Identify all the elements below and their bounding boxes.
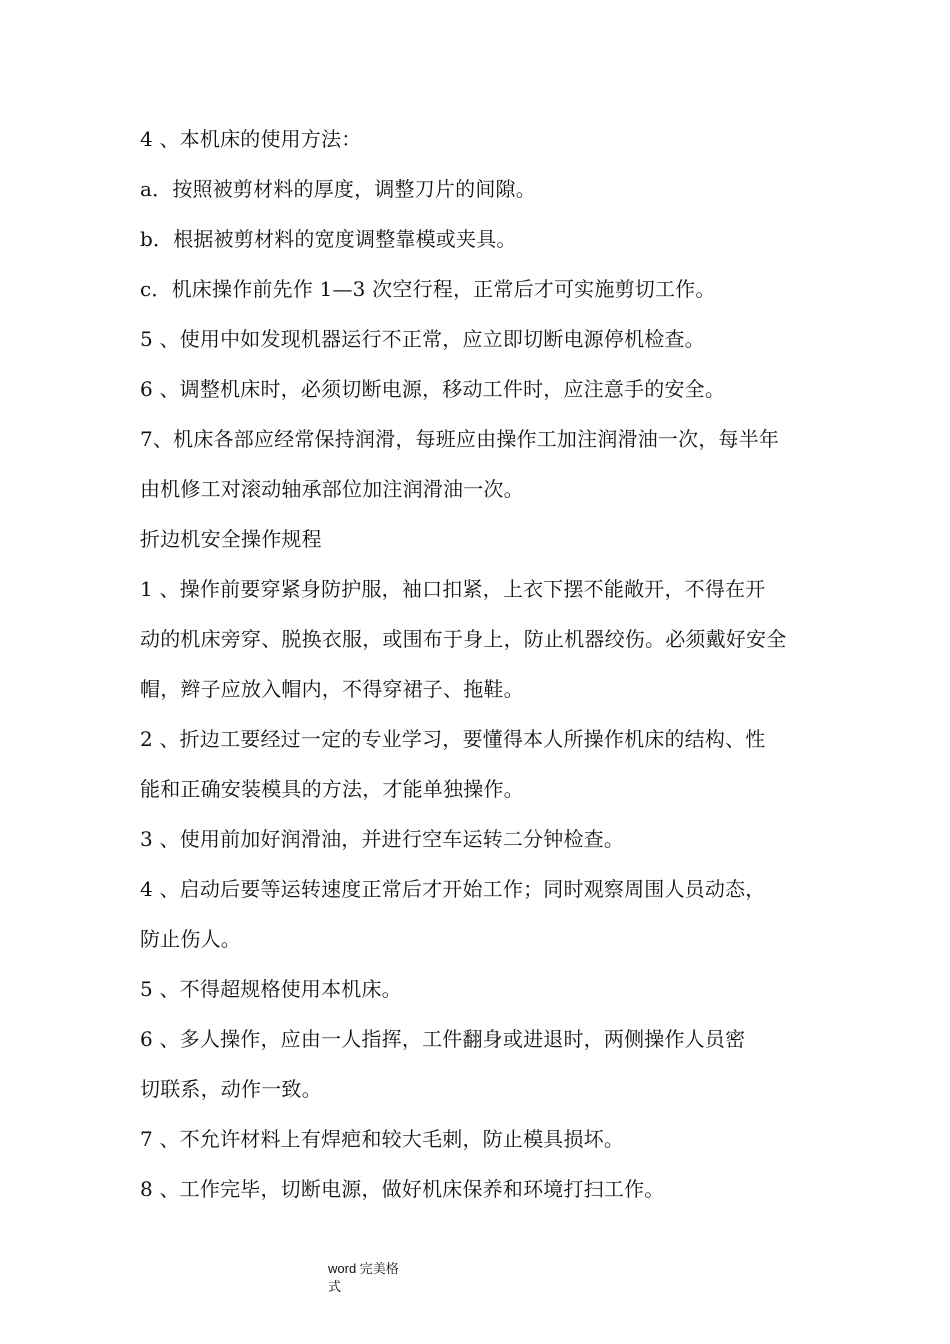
text-line: 5 、不得超规格使用本机床。 [140,977,402,1001]
footer-line-2: 式 [328,1279,342,1294]
text-line: 3 、使用前加好润滑油，并进行空车运转二分钟检查。 [140,827,625,851]
text-line: 帽，辫子应放入帽内，不得穿裙子、拖鞋。 [140,677,524,701]
text-line: a．按照被剪材料的厚度，调整刀片的间隙。 [140,177,536,201]
text-line: 4 、本机床的使用方法： [140,127,362,151]
text-line: 6 、调整机床时，必须切断电源，移动工件时，应注意手的安全。 [140,377,726,401]
text-line: 8 、工作完毕，切断电源，做好机床保养和环境打扫工作。 [140,1177,665,1201]
page-footer [328,1260,448,1296]
text-line: 7 、不允许材料上有焊疤和较大毛刺，防止模具损坏。 [140,1127,625,1151]
text-line: 动的机床旁穿、脱换衣服，或围布于身上，防止机器绞伤。必须戴好安全 [140,627,787,651]
text-line: 1 、操作前要穿紧身防护服，袖口扣紧，上衣下摆不能敞开，不得在开 [140,577,766,601]
text-line: c．机床操作前先作 1—3 次空行程，正常后才可实施剪切工作。 [140,277,716,301]
text-line: b．根据被剪材料的宽度调整靠模或夹具。 [140,227,517,251]
footer-line-1: word 完美格 [328,1261,399,1276]
text-line: 7、机床各部应经常保持润滑，每班应由操作工加注润滑油一次，每半年 [140,427,780,451]
text-line: 由机修工对滚动轴承部位加注润滑油一次。 [140,477,524,501]
text-line: 4 、启动后要等运转速度正常后才开始工作；同时观察周围人员动态， [140,877,766,901]
text-line: 防止伤人。 [140,927,241,951]
text-line: 6 、多人操作，应由一人指挥，工件翻身或进退时，两侧操作人员密 [140,1027,746,1051]
text-line: 2 、折边工要经过一定的专业学习，要懂得本人所操作机床的结构、性 [140,727,766,751]
document-body [140,114,840,1214]
text-line: 5 、使用中如发现机器运行不正常，应立即切断电源停机检查。 [140,327,705,351]
text-line: 切联系，动作一致。 [140,1077,322,1101]
section-title: 折边机安全操作规程 [140,527,322,551]
text-line: 能和正确安装模具的方法，才能单独操作。 [140,777,524,801]
